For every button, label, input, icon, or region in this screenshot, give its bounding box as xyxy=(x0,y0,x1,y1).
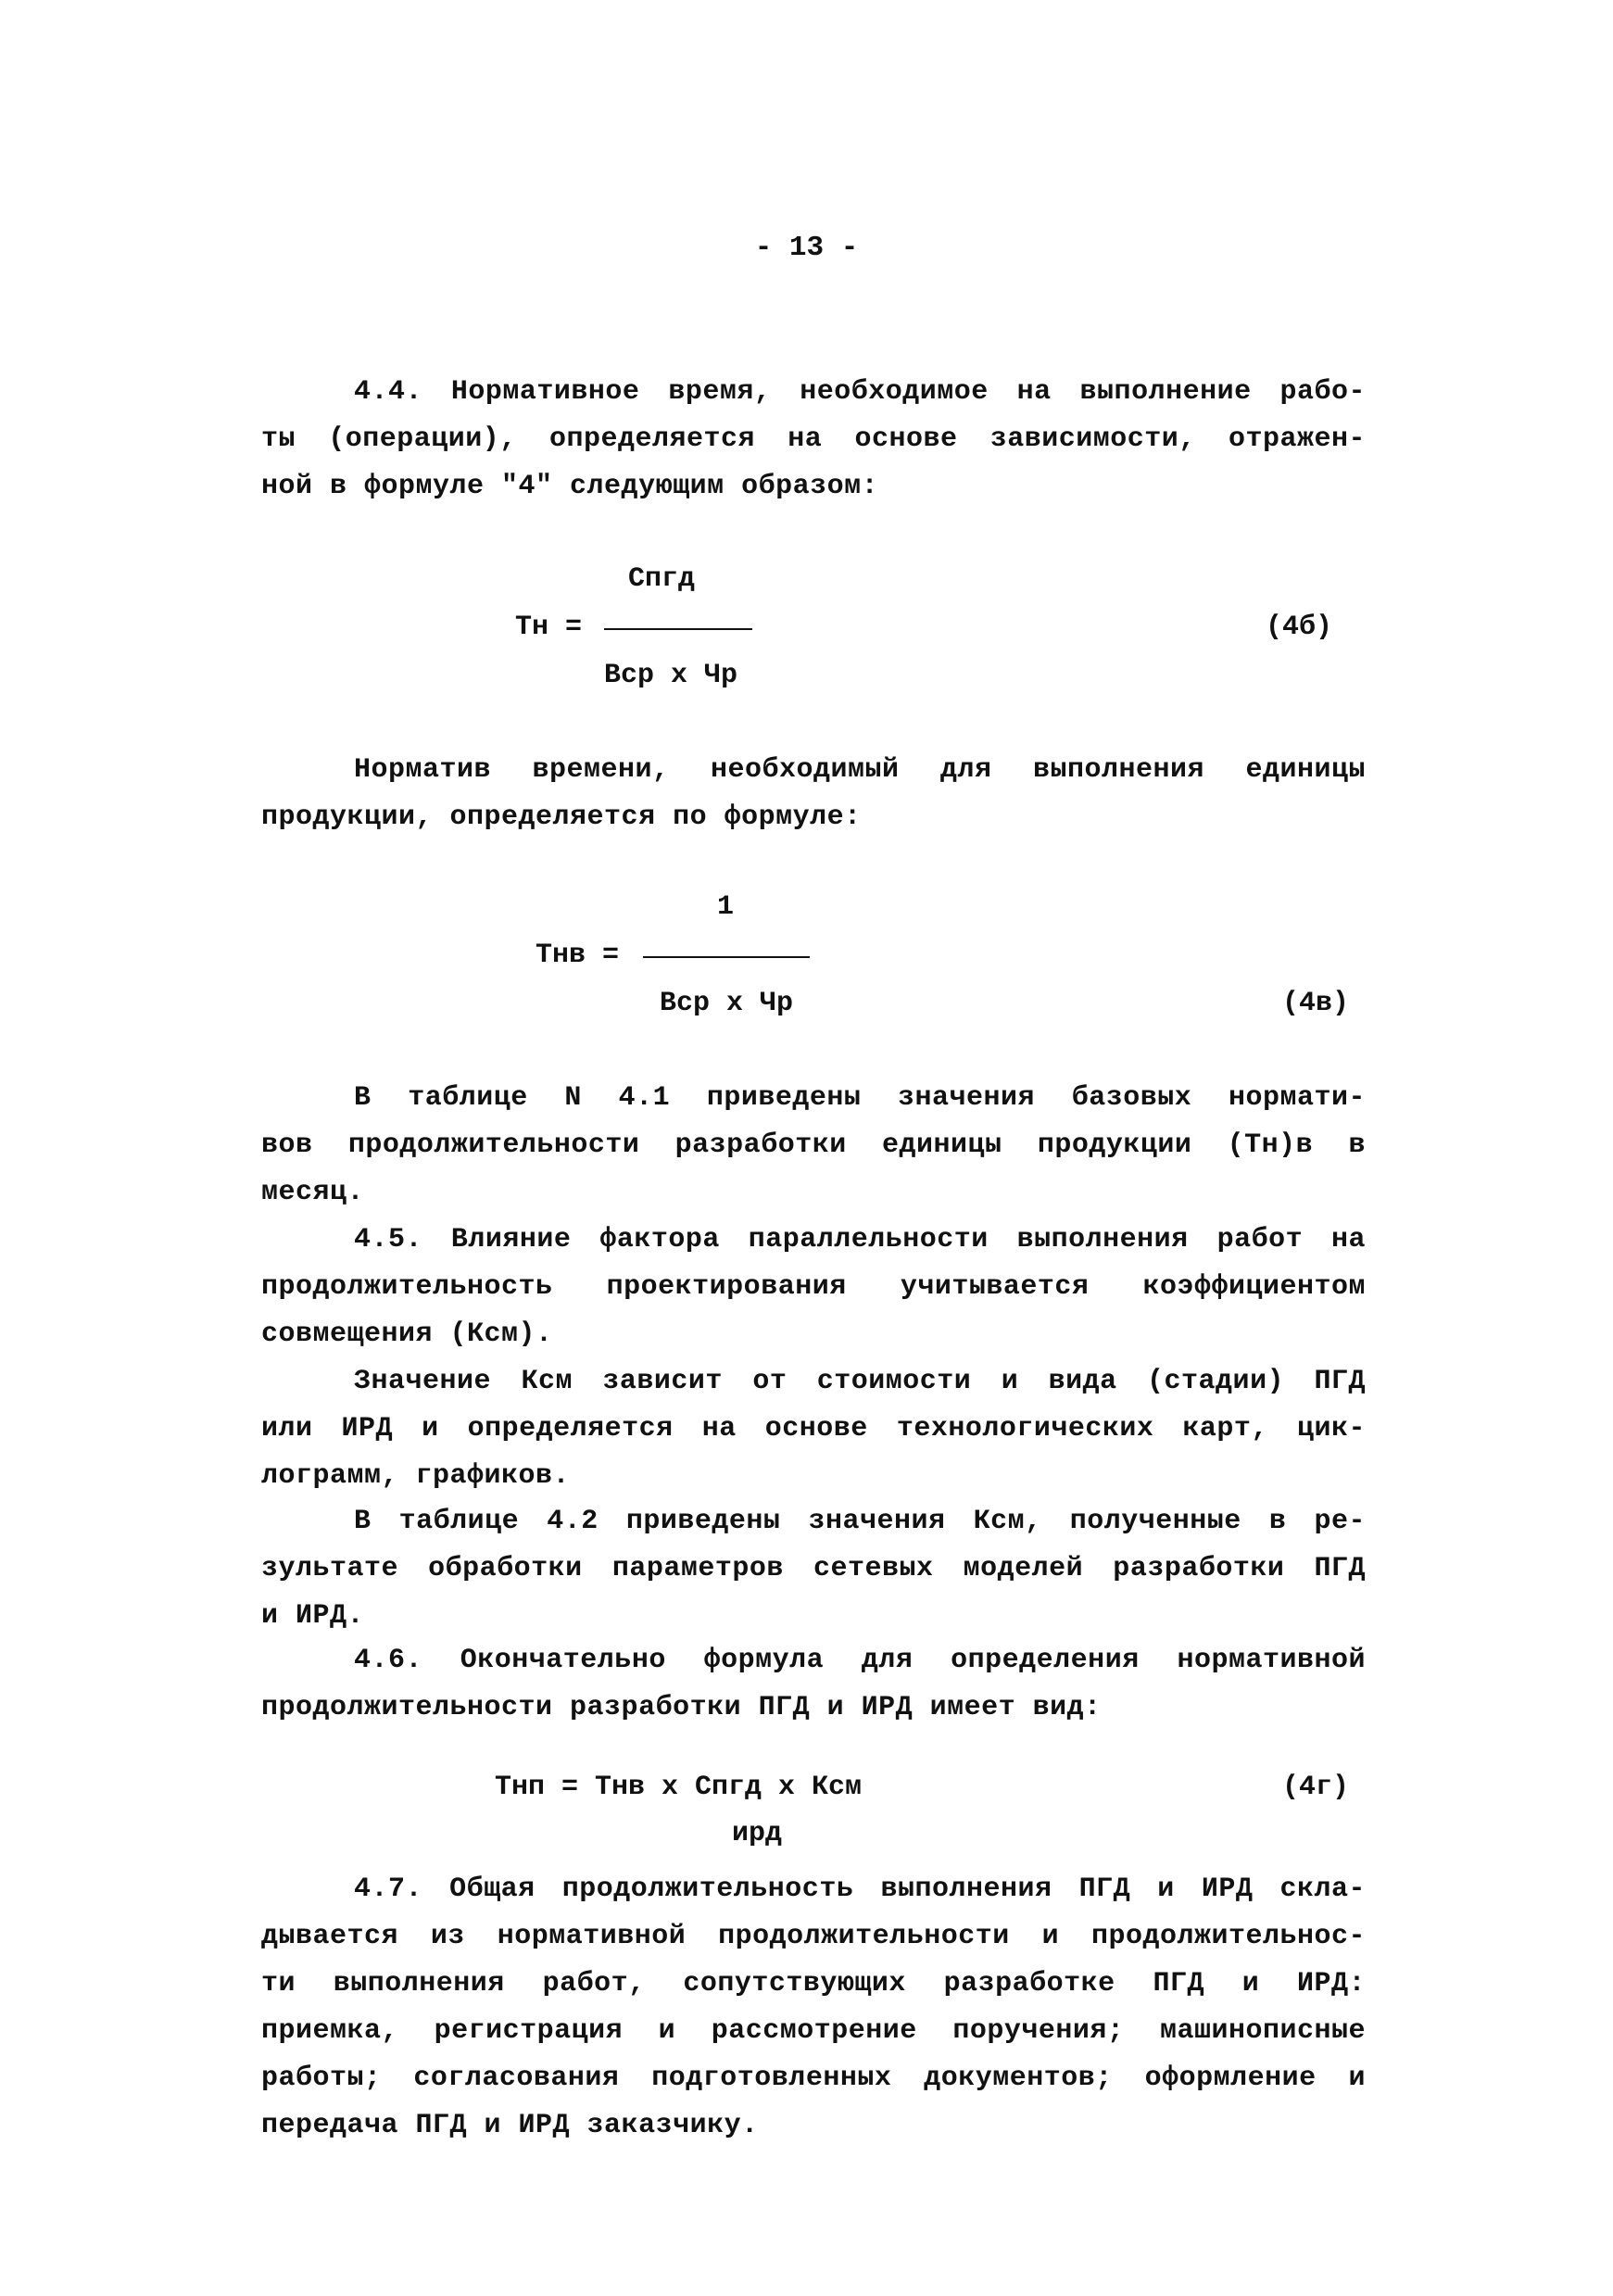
text-line: 4.4. Нормативное время, необходимое на выполнение рабо- xyxy=(354,376,1366,408)
paragraph-norm xyxy=(261,747,1366,841)
formula-subscript: ирд xyxy=(732,1818,783,1849)
text-line: и ИРД. xyxy=(261,1600,365,1632)
text-line: ной в формуле "4" следующим образом: xyxy=(261,471,879,502)
formula-expression: Тнп = Тнв х Спгд х Ксм xyxy=(495,1772,863,1803)
text-line: 4.6. Окончательно формула для определения нормативной xyxy=(354,1645,1366,1676)
formula-denominator: Вср х Чр xyxy=(660,988,794,1019)
paragraph-4-5 xyxy=(261,1217,1366,1358)
paragraph-4-7 xyxy=(261,1866,1366,2150)
text-line: работы; согласования подготовленных документов; оформление и xyxy=(261,2063,1366,2094)
text-line: 4.7. Общая продолжительность выполнения ПГД и ИРД скла- xyxy=(354,1873,1366,1905)
text-line: Норматив времени, необходимый для выполнения единицы xyxy=(354,754,1366,786)
text-line: ти выполнения работ, сопутствующих разработке ПГД и ИРД: xyxy=(261,1968,1366,2000)
text-line: совмещения (Ксм). xyxy=(261,1318,553,1350)
text-line: продукции, определяется по формуле: xyxy=(261,801,862,833)
text-line: В таблице 4.2 приведены значения Ксм, полученные в ре- xyxy=(354,1506,1366,1537)
fraction-bar xyxy=(604,628,752,630)
formula-label: (4б) xyxy=(1266,612,1333,643)
text-line: Значение Ксм зависит от стоимости и вида (стадии) ПГД xyxy=(354,1366,1366,1397)
text-line: месяц. xyxy=(261,1177,365,1208)
text-line: или ИРД и определяется на основе технологических карт, цик- xyxy=(261,1413,1366,1444)
formula-lhs: Тн = xyxy=(515,612,583,643)
paragraph-table-4-1 xyxy=(261,1075,1366,1217)
formula-label: (4г) xyxy=(1282,1772,1350,1803)
fraction-bar xyxy=(643,956,810,958)
paragraph-table-4-2 xyxy=(261,1498,1366,1640)
text-line: передача ПГД и ИРД заказчику. xyxy=(261,2110,759,2141)
text-line: продолжительность проектирования учитывается коэффициентом xyxy=(261,1271,1366,1303)
text-line: ты (операции), определяется на основе зависимости, отражен- xyxy=(261,423,1366,455)
paragraph-ksm xyxy=(261,1358,1366,1500)
text-line: 4.5. Влияние фактора параллельности выполнения работ на xyxy=(354,1224,1366,1255)
text-line: продолжительности разработки ПГД и ИРД имеет вид: xyxy=(261,1692,1102,1723)
text-line: лограмм, графиков. xyxy=(261,1460,571,1492)
formula-lhs: Тнв = xyxy=(536,940,620,971)
text-line: вов продолжительности разработки единицы продукции (Тн)в в xyxy=(261,1129,1366,1161)
formula-label: (4в) xyxy=(1282,988,1350,1019)
text-line: приемка, регистрация и рассмотрение поручения; машинописные xyxy=(261,2015,1366,2047)
text-line: В таблице N 4.1 приведены значения базовых нормати- xyxy=(354,1082,1366,1114)
formula-denominator: Вср х Чр xyxy=(604,660,738,691)
paragraph-4-6 xyxy=(261,1637,1366,1732)
page-number: - 13 - xyxy=(754,232,859,264)
text-line: зультате обработки параметров сетевых моделей разработки ПГД xyxy=(261,1553,1366,1584)
formula-numerator: Спгд xyxy=(628,563,696,595)
text-line: дывается из нормативной продолжительности и продолжительнос- xyxy=(261,1921,1366,1952)
paragraph-4-4 xyxy=(261,369,1366,511)
formula-numerator: 1 xyxy=(717,891,735,923)
